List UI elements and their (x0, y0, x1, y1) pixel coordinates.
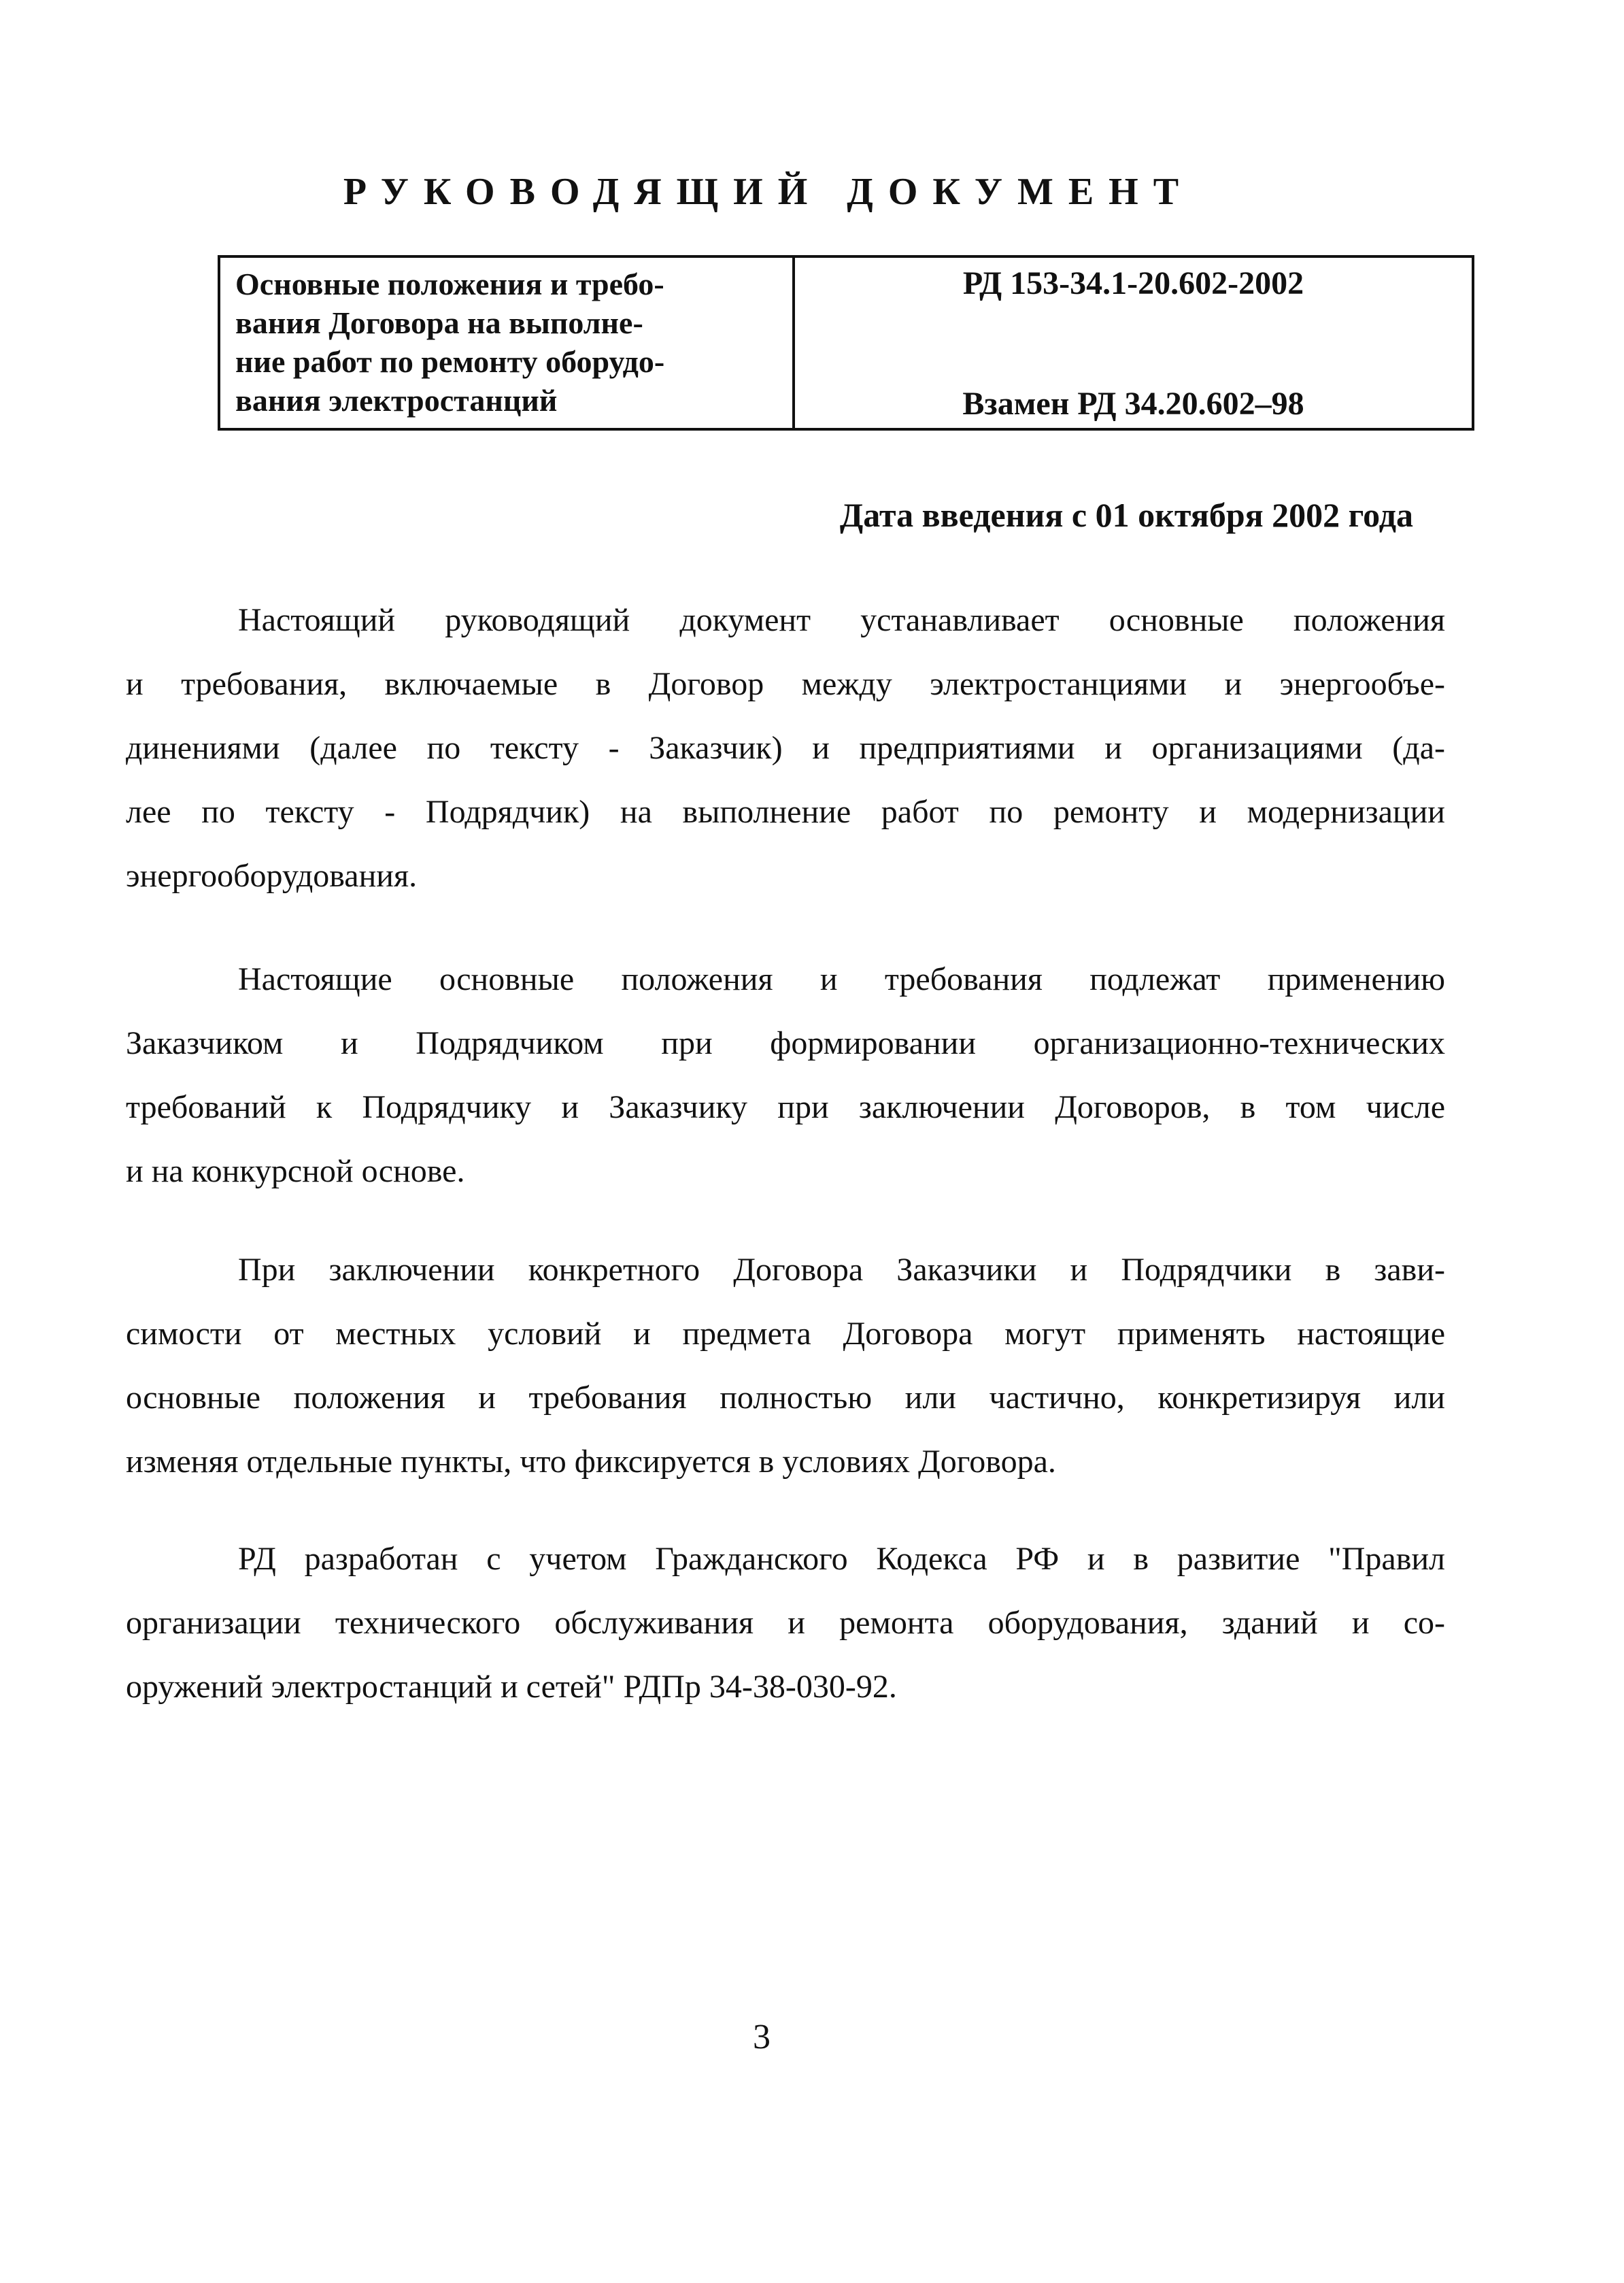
paragraph-line: лее по тексту - Подрядчик) на выполнение работ по ремонту и модернизации (126, 794, 1445, 830)
title-line: ние работ по ремонту оборудо- (235, 344, 665, 379)
document-heading: РУКОВОДЯЩИЙ ДОКУМЕНТ (343, 171, 1194, 213)
paragraph-line: требований к Подрядчику и Заказчику при заключении Договоров, в том числе (126, 1089, 1445, 1125)
paragraph-contract-terms (126, 1238, 1445, 1494)
title-line: вания Договора на выполне- (235, 305, 643, 340)
paragraph-scope (126, 588, 1445, 908)
paragraph-line: изменяя отдельные пункты, что фиксируется в условиях Договора. (126, 1444, 1056, 1480)
paragraph-line: организации технического обслуживания и ремонта оборудования, зданий и со- (126, 1605, 1445, 1641)
paragraph-line: Настоящие основные положения и требования подлежат применению (238, 961, 1445, 997)
title-block (218, 255, 1474, 431)
paragraph-legal-basis (126, 1527, 1445, 1719)
document-code: РД 153-34.1-20.602-2002 (962, 265, 1304, 301)
paragraph-line: основные положения и требования полностью или частично, конкретизируя или (126, 1380, 1445, 1416)
paragraph-line: симости от местных условий и предмета Договора могут применять настоящие (126, 1316, 1445, 1352)
paragraph-application (126, 948, 1445, 1203)
paragraph-line: динениями (далее по тексту - Заказчик) и предприятиями и организациями (да- (126, 730, 1445, 766)
paragraph-line: Заказчиком и Подрядчиком при формировании организационно-технических (126, 1025, 1445, 1061)
paragraph-line: При заключении конкретного Договора Заказчики и Подрядчики в зави- (238, 1252, 1445, 1288)
title-line: Основные положения и требо- (235, 267, 664, 301)
paragraph-line: и на конкурсной основе. (126, 1153, 465, 1189)
document-title (220, 258, 795, 428)
title-line: вания электростанций (235, 383, 558, 418)
paragraph-line: энергооборудования. (126, 858, 418, 894)
page-number: 3 (753, 2018, 771, 2056)
paragraph-line: Настоящий руководящий документ устанавливает основные положения (238, 602, 1445, 638)
paragraph-line: и требования, включаемые в Договор между электростанциями и энергообъе- (126, 666, 1445, 702)
paragraph-line: РД разработан с учетом Гражданского Кодекса РФ и в развитие "Правил (238, 1541, 1445, 1577)
introduction-date: Дата введения с 01 октября 2002 года (839, 496, 1413, 534)
replaces-note: Взамен РД 34.20.602–98 (962, 386, 1304, 422)
document-code-cell (795, 258, 1472, 428)
paragraph-line: оружений электростанций и сетей" РДПр 34-38-030-92. (126, 1669, 897, 1705)
